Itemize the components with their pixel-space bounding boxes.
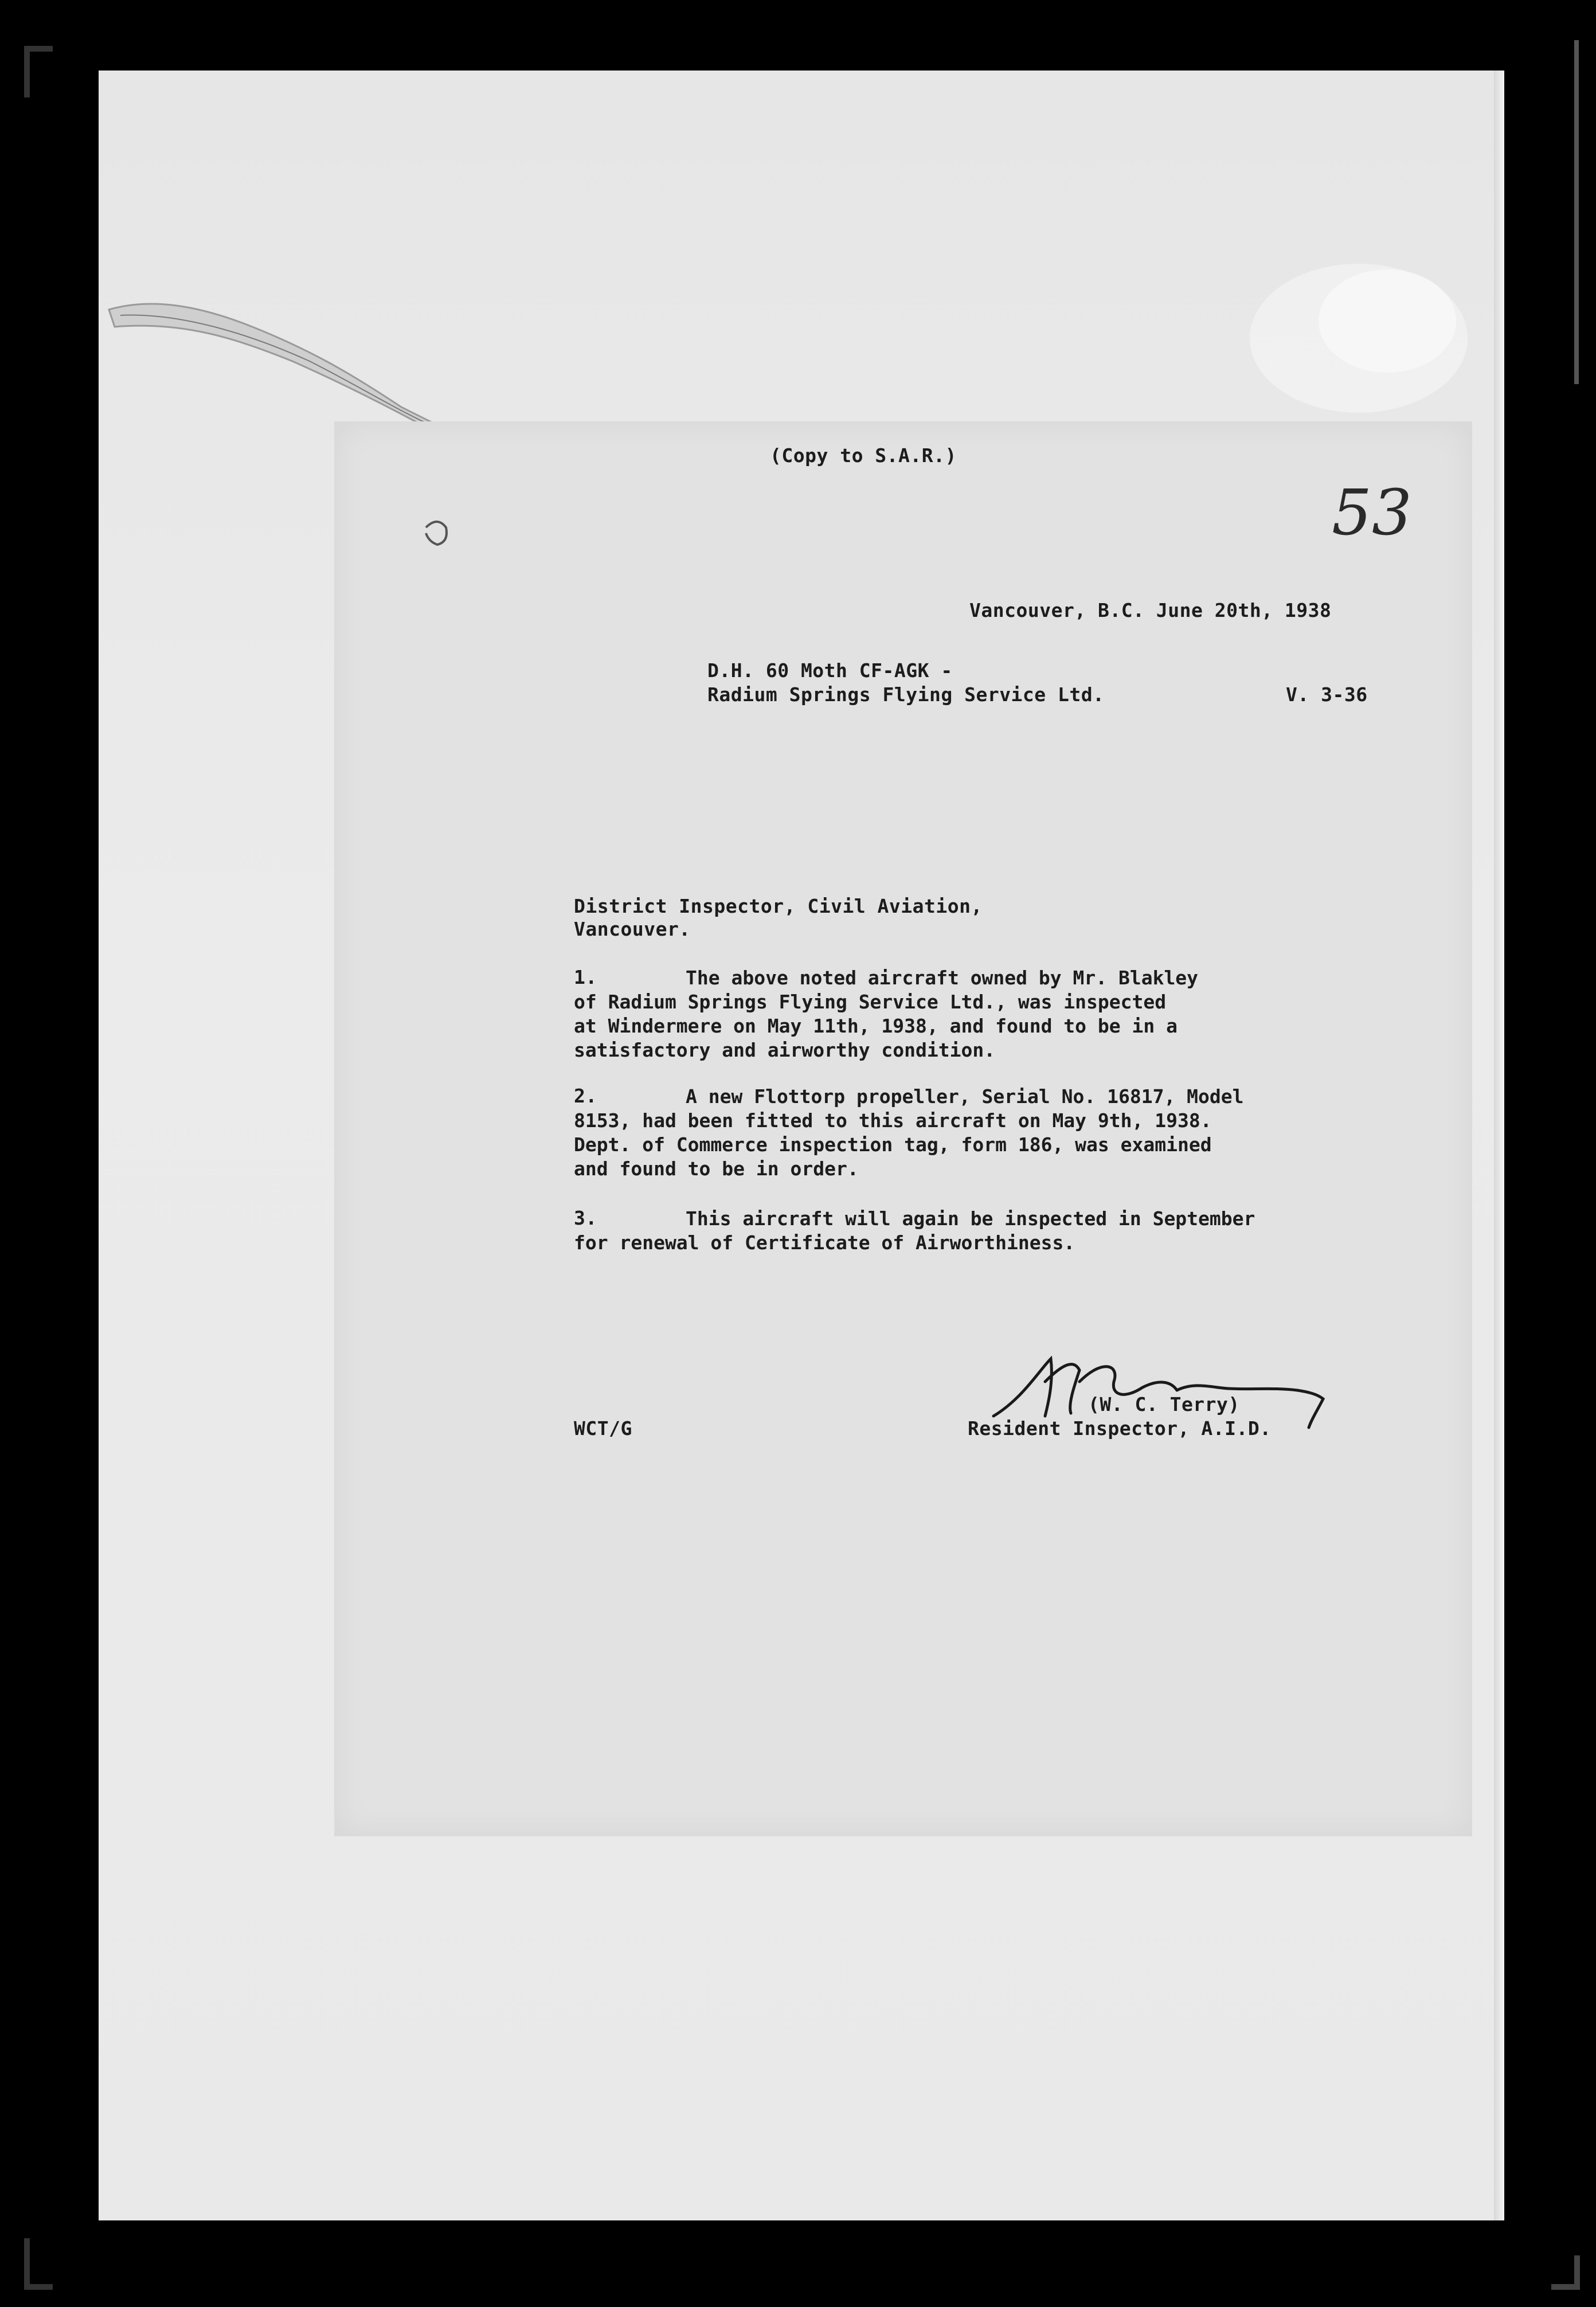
mount-edge <box>1494 71 1504 2220</box>
signer-name: (W. C. Terry) <box>1088 1393 1240 1416</box>
paragraph-number: 1. <box>574 966 597 988</box>
paragraph-line: at Windermere on May 11th, 1938, and found to be in a <box>574 1015 1178 1037</box>
paragraph-line: for renewal of Certificate of Airworthiness. <box>574 1231 1075 1254</box>
place-date: Vancouver, B.C. June 20th, 1938 <box>969 599 1332 621</box>
paragraph-number: 2. <box>574 1085 597 1107</box>
paragraph-line: 8153, had been fitted to this aircraft on May 9th, 1938. <box>574 1109 1212 1132</box>
paragraph-number: 3. <box>574 1207 597 1229</box>
paragraph-line: A new Flottorp propeller, Serial No. 16817, Model <box>686 1085 1244 1108</box>
paragraph-line: satisfactory and airworthy condition. <box>574 1039 996 1061</box>
paragraph-2 <box>574 1085 1319 1182</box>
addressee-line-2: Vancouver. <box>574 918 691 940</box>
file-reference: V. 3-36 <box>1286 683 1368 706</box>
typist-initials: WCT/G <box>574 1417 632 1440</box>
crop-mark-top-right <box>1568 40 1579 384</box>
paragraph-line: and found to be in order. <box>574 1158 859 1180</box>
paragraph-line: Dept. of Commerce inspection tag, form 186, was examined <box>574 1133 1212 1156</box>
paragraph-line: of Radium Springs Flying Service Ltd., was inspected <box>574 991 1167 1013</box>
subject-line-2: Radium Springs Flying Service Ltd. <box>707 683 1105 706</box>
paragraph-line: This aircraft will again be inspected in September <box>686 1207 1255 1230</box>
stain-mark-icon <box>1244 252 1485 436</box>
crop-mark-top-left <box>24 46 53 97</box>
tape-remnant-icon <box>103 292 459 436</box>
copy-note: (Copy to S.A.R.) <box>770 444 957 467</box>
paragraph-line: The above noted aircraft owned by Mr. Blakley <box>686 967 1199 989</box>
page-number: 53 <box>1332 476 1412 549</box>
paragraph-3 <box>574 1207 1319 1258</box>
subject-line-1: D.H. 60 Moth CF-AGK - <box>707 659 953 682</box>
paragraph-1 <box>574 966 1319 1063</box>
letter-sheet <box>334 421 1472 1836</box>
addressee-line-1: District Inspector, Civil Aviation, <box>574 895 983 917</box>
signer-title: Resident Inspector, A.I.D. <box>968 1417 1272 1440</box>
crop-mark-bottom-left <box>24 2238 53 2290</box>
punch-mark-icon <box>414 510 460 556</box>
crop-mark-bottom-right <box>1551 2255 1580 2290</box>
